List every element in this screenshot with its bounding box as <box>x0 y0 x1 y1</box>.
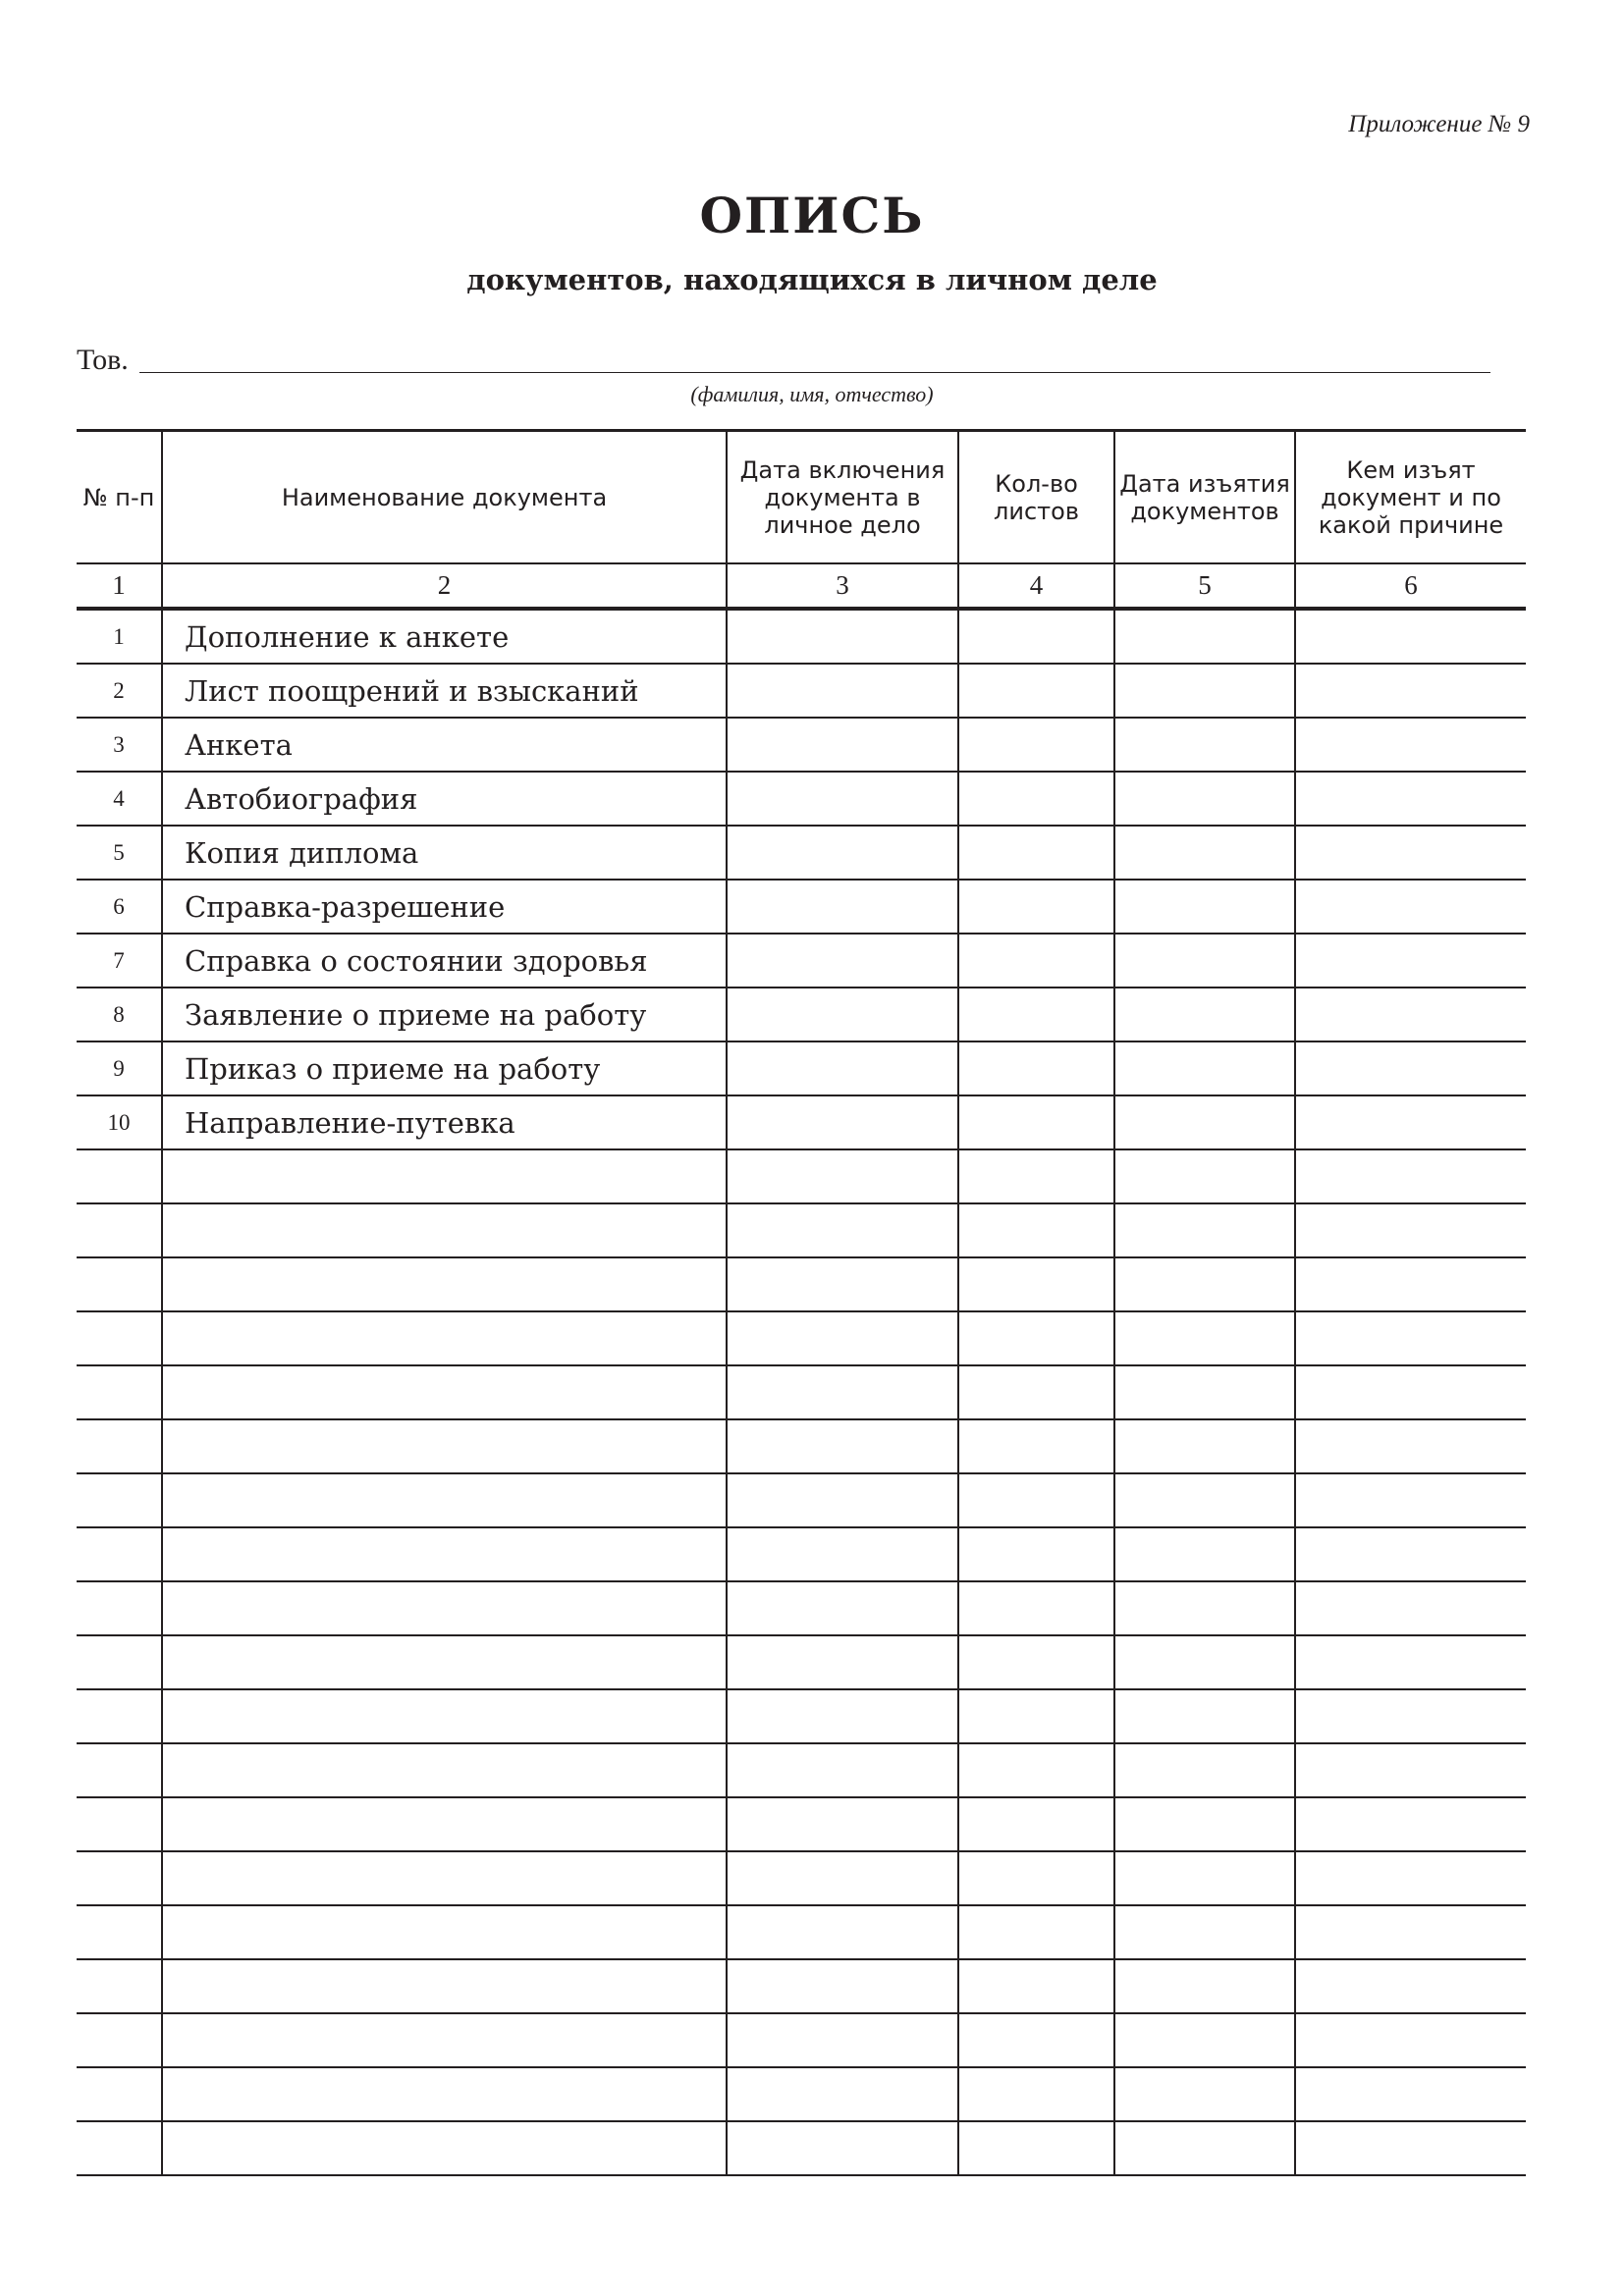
row-number: 9 <box>77 1041 162 1095</box>
empty-cell <box>727 1635 958 1689</box>
empty-cell <box>727 1149 958 1203</box>
empty-cell <box>727 1743 958 1797</box>
empty-cell <box>1114 1689 1295 1743</box>
column-number: 5 <box>1114 563 1295 609</box>
empty-cell <box>958 1041 1114 1095</box>
empty-cell <box>77 1203 162 1257</box>
empty-cell <box>1114 2013 1295 2067</box>
empty-cell <box>1295 1473 1526 1527</box>
table-row <box>77 718 1526 772</box>
empty-cell <box>1295 1203 1526 1257</box>
empty-cell <box>1114 664 1295 718</box>
empty-cell <box>958 1095 1114 1149</box>
empty-cell <box>1295 2121 1526 2175</box>
empty-table-row <box>77 1959 1526 2013</box>
empty-table-row <box>77 1419 1526 1473</box>
empty-cell <box>1114 1041 1295 1095</box>
empty-cell <box>1114 1959 1295 2013</box>
empty-cell <box>1114 1257 1295 1311</box>
empty-cell <box>727 1365 958 1419</box>
table-row <box>77 664 1526 718</box>
row-number: 1 <box>77 609 162 664</box>
empty-cell <box>958 2013 1114 2067</box>
empty-cell <box>77 2067 162 2121</box>
empty-cell <box>958 1149 1114 1203</box>
table-row <box>77 826 1526 880</box>
document-name: Справка о состоянии здоровья <box>162 934 727 988</box>
empty-cell <box>727 718 958 772</box>
empty-cell <box>727 1203 958 1257</box>
empty-cell <box>727 880 958 934</box>
empty-cell <box>162 2121 727 2175</box>
empty-cell <box>162 1581 727 1635</box>
empty-cell <box>162 1851 727 1905</box>
empty-cell <box>77 1473 162 1527</box>
document-name: Заявление о приеме на работу <box>162 988 727 1041</box>
table-body <box>77 609 1526 2175</box>
empty-table-row <box>77 1311 1526 1365</box>
empty-cell <box>727 988 958 1041</box>
empty-cell <box>162 1365 727 1419</box>
empty-cell <box>1295 609 1526 664</box>
row-number: 6 <box>77 880 162 934</box>
document-subtitle: документов, находящихся в личном деле <box>466 263 1158 296</box>
empty-cell <box>162 1419 727 1473</box>
empty-table-row <box>77 2121 1526 2175</box>
empty-cell <box>77 1905 162 1959</box>
empty-table-row <box>77 1635 1526 1689</box>
empty-cell <box>162 1797 727 1851</box>
empty-table-row <box>77 1689 1526 1743</box>
empty-cell <box>1114 1419 1295 1473</box>
row-number: 7 <box>77 934 162 988</box>
row-number: 2 <box>77 664 162 718</box>
column-number: 3 <box>727 563 958 609</box>
empty-cell <box>77 1851 162 1905</box>
empty-cell <box>958 609 1114 664</box>
table-row <box>77 934 1526 988</box>
empty-table-row <box>77 1527 1526 1581</box>
document-name: Лист поощрений и взысканий <box>162 664 727 718</box>
empty-cell <box>162 2013 727 2067</box>
table-header-row <box>77 431 1526 564</box>
empty-cell <box>958 1743 1114 1797</box>
empty-cell <box>162 1635 727 1689</box>
document-name: Автобиография <box>162 772 727 826</box>
empty-cell <box>958 1419 1114 1473</box>
header-removal-date: Дата изъятия документов <box>1114 431 1295 564</box>
empty-cell <box>1114 1365 1295 1419</box>
empty-cell <box>727 1851 958 1905</box>
empty-cell <box>77 1581 162 1635</box>
empty-cell <box>77 1959 162 2013</box>
empty-cell <box>1114 2121 1295 2175</box>
employee-name-row <box>77 342 1490 381</box>
column-number: 4 <box>958 563 1114 609</box>
empty-cell <box>958 1635 1114 1689</box>
empty-cell <box>1295 1419 1526 1473</box>
empty-cell <box>1295 1851 1526 1905</box>
empty-cell <box>958 1581 1114 1635</box>
empty-cell <box>1295 1905 1526 1959</box>
empty-cell <box>162 1905 727 1959</box>
empty-cell <box>162 1257 727 1311</box>
empty-cell <box>1114 1851 1295 1905</box>
empty-cell <box>1295 772 1526 826</box>
empty-cell <box>958 1257 1114 1311</box>
empty-cell <box>727 1095 958 1149</box>
empty-cell <box>727 1419 958 1473</box>
document-name: Анкета <box>162 718 727 772</box>
empty-cell <box>727 1041 958 1095</box>
document-name: Приказ о приеме на работу <box>162 1041 727 1095</box>
empty-cell <box>958 1689 1114 1743</box>
empty-cell <box>1114 1905 1295 1959</box>
empty-table-row <box>77 1473 1526 1527</box>
empty-cell <box>77 1419 162 1473</box>
empty-cell <box>162 1473 727 1527</box>
empty-cell <box>727 2121 958 2175</box>
empty-cell <box>1295 1527 1526 1581</box>
empty-cell <box>77 1257 162 1311</box>
empty-cell <box>958 1365 1114 1419</box>
empty-cell <box>958 772 1114 826</box>
empty-cell <box>77 1797 162 1851</box>
empty-cell <box>77 1635 162 1689</box>
row-number: 8 <box>77 988 162 1041</box>
empty-cell <box>1114 2067 1295 2121</box>
table-row <box>77 1041 1526 1095</box>
empty-cell <box>1114 718 1295 772</box>
empty-cell <box>162 1689 727 1743</box>
empty-cell <box>727 826 958 880</box>
empty-cell <box>958 718 1114 772</box>
empty-cell <box>727 664 958 718</box>
empty-cell <box>1295 826 1526 880</box>
empty-cell <box>1114 772 1295 826</box>
empty-cell <box>1295 2013 1526 2067</box>
empty-cell <box>958 1203 1114 1257</box>
document-title: ОПИСЬ <box>699 187 925 244</box>
empty-cell <box>958 2067 1114 2121</box>
empty-cell <box>1295 1257 1526 1311</box>
empty-cell <box>1114 880 1295 934</box>
empty-cell <box>958 1473 1114 1527</box>
empty-cell <box>727 1527 958 1581</box>
empty-cell <box>727 2067 958 2121</box>
column-number: 1 <box>77 563 162 609</box>
empty-cell <box>162 1311 727 1365</box>
header-sheet-count: Кол-во листов <box>958 431 1114 564</box>
document-name: Дополнение к анкете <box>162 609 727 664</box>
empty-cell <box>1114 988 1295 1041</box>
empty-table-row <box>77 1149 1526 1203</box>
empty-cell <box>1295 2067 1526 2121</box>
full-name-hint: (фамилия, имя, отчество) <box>690 382 934 406</box>
empty-cell <box>1295 718 1526 772</box>
empty-cell <box>958 1905 1114 1959</box>
table-row <box>77 772 1526 826</box>
empty-cell <box>162 1203 727 1257</box>
empty-cell <box>1114 1581 1295 1635</box>
empty-cell <box>1114 1473 1295 1527</box>
document-name: Копия диплома <box>162 826 727 880</box>
empty-table-row <box>77 2067 1526 2121</box>
empty-cell <box>727 1311 958 1365</box>
empty-cell <box>1295 1743 1526 1797</box>
empty-cell <box>958 664 1114 718</box>
table-row <box>77 880 1526 934</box>
empty-cell <box>77 1527 162 1581</box>
empty-cell <box>958 1311 1114 1365</box>
empty-table-row <box>77 1203 1526 1257</box>
empty-table-row <box>77 1797 1526 1851</box>
empty-cell <box>162 1743 727 1797</box>
empty-cell <box>727 2013 958 2067</box>
empty-cell <box>1295 1797 1526 1851</box>
empty-cell <box>1114 1797 1295 1851</box>
documents-inventory-table <box>77 429 1526 2176</box>
header-inclusion-date: Дата включения документа в личное дело <box>727 431 958 564</box>
empty-cell <box>1295 1365 1526 1419</box>
empty-cell <box>1295 1095 1526 1149</box>
table-row <box>77 609 1526 664</box>
empty-cell <box>1114 1095 1295 1149</box>
empty-cell <box>727 1257 958 1311</box>
empty-cell <box>1114 1635 1295 1689</box>
empty-cell <box>958 2121 1114 2175</box>
empty-cell <box>1114 934 1295 988</box>
empty-cell <box>162 2067 727 2121</box>
document-name: Направление-путевка <box>162 1095 727 1149</box>
empty-cell <box>727 1797 958 1851</box>
empty-cell <box>727 1689 958 1743</box>
empty-cell <box>958 1527 1114 1581</box>
empty-cell <box>727 609 958 664</box>
empty-cell <box>958 988 1114 1041</box>
empty-cell <box>727 1959 958 2013</box>
empty-cell <box>727 1473 958 1527</box>
empty-cell <box>1114 1149 1295 1203</box>
header-removed-by-reason: Кем изъят документ и по какой причине <box>1295 431 1526 564</box>
empty-table-row <box>77 1257 1526 1311</box>
row-number: 5 <box>77 826 162 880</box>
appendix-label: Приложение № 9 <box>1348 111 1530 137</box>
row-number: 10 <box>77 1095 162 1149</box>
tov-label: Тов. <box>77 344 129 376</box>
table-row <box>77 1095 1526 1149</box>
empty-cell <box>77 2013 162 2067</box>
empty-cell <box>1295 988 1526 1041</box>
empty-table-row <box>77 1743 1526 1797</box>
empty-cell <box>77 2121 162 2175</box>
empty-cell <box>958 934 1114 988</box>
column-number: 2 <box>162 563 727 609</box>
empty-cell <box>162 1959 727 2013</box>
empty-cell <box>77 1365 162 1419</box>
empty-table-row <box>77 1365 1526 1419</box>
empty-cell <box>958 1797 1114 1851</box>
empty-cell <box>1295 1581 1526 1635</box>
empty-cell <box>958 1959 1114 2013</box>
empty-table-row <box>77 1905 1526 1959</box>
empty-cell <box>162 1149 727 1203</box>
empty-cell <box>77 1743 162 1797</box>
empty-cell <box>77 1311 162 1365</box>
row-number: 3 <box>77 718 162 772</box>
table-row <box>77 988 1526 1041</box>
empty-cell <box>958 880 1114 934</box>
empty-cell <box>1114 609 1295 664</box>
empty-cell <box>727 772 958 826</box>
empty-cell <box>1295 664 1526 718</box>
empty-cell <box>727 1581 958 1635</box>
empty-cell <box>958 1851 1114 1905</box>
row-number: 4 <box>77 772 162 826</box>
empty-table-row <box>77 1851 1526 1905</box>
employee-name-line <box>139 372 1490 373</box>
empty-cell <box>727 1905 958 1959</box>
empty-cell <box>1295 934 1526 988</box>
empty-cell <box>77 1149 162 1203</box>
header-number: № п-п <box>77 431 162 564</box>
empty-cell <box>1114 1743 1295 1797</box>
header-document-name: Наименование документа <box>162 431 727 564</box>
empty-cell <box>958 826 1114 880</box>
empty-cell <box>1295 1959 1526 2013</box>
empty-table-row <box>77 1581 1526 1635</box>
empty-cell <box>1114 826 1295 880</box>
document-name: Справка-разрешение <box>162 880 727 934</box>
column-number-row <box>77 563 1526 609</box>
empty-cell <box>1295 1311 1526 1365</box>
empty-cell <box>1295 880 1526 934</box>
empty-cell <box>1114 1311 1295 1365</box>
empty-cell <box>1295 1635 1526 1689</box>
empty-cell <box>1114 1527 1295 1581</box>
empty-cell <box>1295 1149 1526 1203</box>
column-number: 6 <box>1295 563 1526 609</box>
empty-cell <box>77 1689 162 1743</box>
empty-cell <box>1295 1689 1526 1743</box>
empty-cell <box>1114 1203 1295 1257</box>
empty-table-row <box>77 2013 1526 2067</box>
empty-cell <box>1295 1041 1526 1095</box>
empty-cell <box>727 934 958 988</box>
empty-cell <box>162 1527 727 1581</box>
